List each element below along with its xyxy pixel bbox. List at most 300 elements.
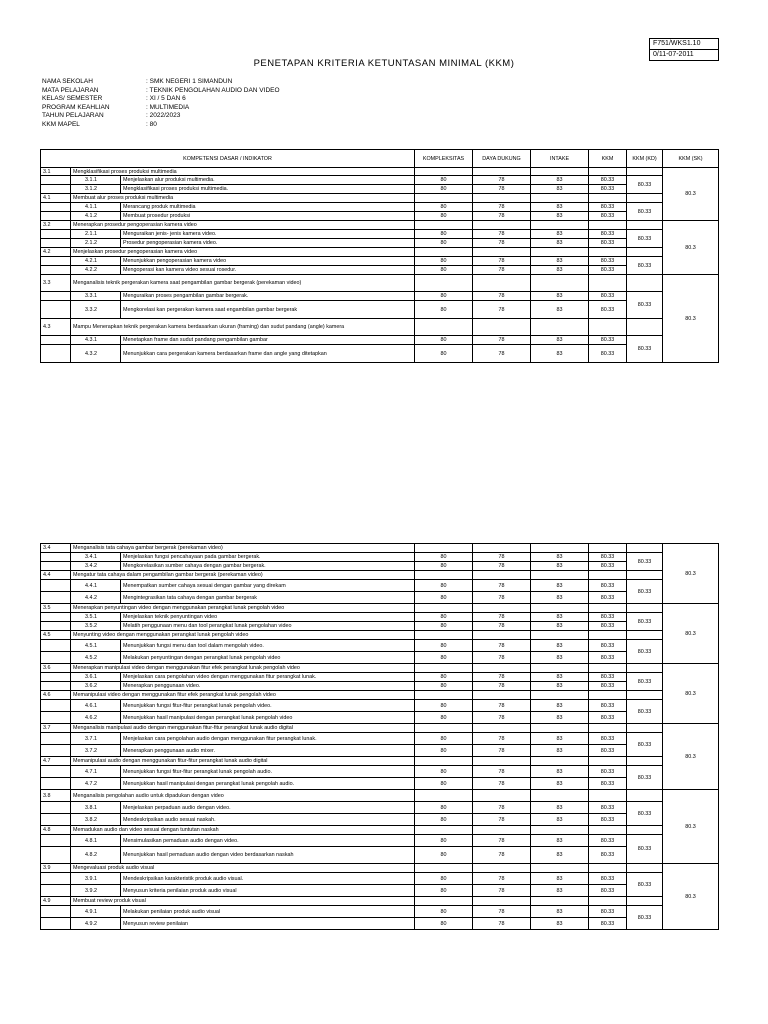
kompleksitas-value: 80 [415, 185, 473, 194]
intake-value: 83 [531, 640, 589, 652]
kkm-value: 80.33 [589, 203, 627, 212]
kkm-kd-value: 80.33 [627, 766, 663, 790]
empty-cell [589, 631, 627, 640]
competency-code: 4.2 [41, 248, 71, 257]
kkm-kd-empty [627, 631, 663, 640]
indicator-number: 4.9.2 [71, 918, 121, 930]
table-header-row [41, 150, 719, 168]
kkm-value: 80.33 [589, 580, 627, 592]
empty-cell [531, 604, 589, 613]
kkm-value: 80.33 [589, 847, 627, 864]
indicator-row [41, 292, 719, 301]
kkm-value: 80.33 [589, 640, 627, 652]
daya-dukung-value: 78 [473, 766, 531, 778]
indicator-text: Mendeskripsikan audio sesuai naskah. [121, 814, 415, 826]
indicator-number: 4.6.1 [71, 700, 121, 712]
indicator-number: 3.7.2 [71, 745, 121, 757]
kkm-kd-value: 80.33 [627, 553, 663, 571]
indicator-row [41, 257, 719, 266]
empty-cell [531, 544, 589, 553]
daya-dukung-value: 78 [473, 682, 531, 691]
daya-dukung-value: 78 [473, 336, 531, 345]
indicator-text: Mengklasifikasi proses produksi multimedia. [121, 185, 415, 194]
empty-cell [41, 203, 71, 212]
competency-row [41, 221, 719, 230]
indicator-row [41, 336, 719, 345]
daya-dukung-value: 78 [473, 733, 531, 745]
daya-dukung-value: 78 [473, 203, 531, 212]
kompleksitas-value: 80 [415, 257, 473, 266]
daya-dukung-value: 78 [473, 640, 531, 652]
indicator-row [41, 212, 719, 221]
empty-cell [41, 733, 71, 745]
empty-cell [531, 168, 589, 176]
indicator-text: Mensimulasikan pemaduan audio dengan video. [121, 835, 415, 847]
document-revision-date: 0/11-07-2011 [650, 50, 719, 61]
daya-dukung-value: 78 [473, 885, 531, 897]
empty-cell [473, 864, 531, 873]
empty-cell [41, 336, 71, 345]
kkm-kd-empty [627, 790, 663, 802]
indicator-row [41, 613, 719, 622]
empty-cell [415, 790, 473, 802]
kkm-value: 80.33 [589, 553, 627, 562]
indicator-text: Menerapkan penggunaan audio mixer. [121, 745, 415, 757]
competency-row [41, 194, 719, 203]
kompleksitas-value: 80 [415, 712, 473, 724]
competency-row [41, 826, 719, 835]
empty-cell [415, 544, 473, 553]
empty-cell [589, 864, 627, 873]
intake-value: 83 [531, 652, 589, 664]
info-row [42, 104, 280, 113]
indicator-number: 3.5.1 [71, 613, 121, 622]
kompleksitas-value: 80 [415, 553, 473, 562]
indicator-number: 3.3.2 [71, 301, 121, 319]
kkm-value: 80.33 [589, 733, 627, 745]
empty-cell [41, 292, 71, 301]
kkm-value: 80.33 [589, 885, 627, 897]
empty-cell [589, 221, 627, 230]
indicator-row [41, 906, 719, 918]
indicator-number: 3.1.2 [71, 185, 121, 194]
indicator-number: 3.3.1 [71, 292, 121, 301]
indicator-text: Menerapkan penggunaan video. [121, 682, 415, 691]
daya-dukung-value: 78 [473, 652, 531, 664]
kompleksitas-value: 80 [415, 847, 473, 864]
daya-dukung-value: 78 [473, 345, 531, 363]
kompleksitas-value: 80 [415, 802, 473, 814]
competency-code: 4.4 [41, 571, 71, 580]
kompleksitas-value: 80 [415, 778, 473, 790]
intake-value: 83 [531, 778, 589, 790]
kompleksitas-value: 80 [415, 766, 473, 778]
kompleksitas-value: 80 [415, 673, 473, 682]
indicator-text: Menjelaskan fungsi pencahayaan pada gambar bergerak. [121, 553, 415, 562]
kompleksitas-value: 80 [415, 203, 473, 212]
intake-value: 83 [531, 682, 589, 691]
indicator-row [41, 814, 719, 826]
indicator-number: 2.1.1 [71, 230, 121, 239]
competency-text: Menerapkan penyuntingan video dengan menggunakan perangkat lunak pengolah video [71, 604, 415, 613]
empty-cell [415, 691, 473, 700]
indicator-text: Menunjukkan fungsi fitur-fitur perangkat lunak pengolah video. [121, 700, 415, 712]
daya-dukung-value: 78 [473, 212, 531, 221]
intake-value: 83 [531, 613, 589, 622]
competency-row [41, 724, 719, 733]
daya-dukung-value: 78 [473, 622, 531, 631]
kkm-value: 80.33 [589, 345, 627, 363]
empty-cell [415, 631, 473, 640]
kkm-table-page-2 [40, 543, 719, 930]
kkm-kd-empty [627, 221, 663, 230]
indicator-text: Menunjukkan hasil manipulasi dengan perangkat lunak pengolah video [121, 712, 415, 724]
info-row [42, 121, 280, 130]
kkm-value: 80.33 [589, 301, 627, 319]
indicator-row [41, 766, 719, 778]
indicator-number: 4.8.1 [71, 835, 121, 847]
kompleksitas-value: 80 [415, 640, 473, 652]
kkm-kd-empty [627, 664, 663, 673]
kkm-value: 80.33 [589, 873, 627, 885]
intake-value: 83 [531, 345, 589, 363]
empty-cell [589, 757, 627, 766]
indicator-number: 3.1.1 [71, 176, 121, 185]
empty-cell [41, 266, 71, 275]
indicator-text: Menyusun kriteria penilaian produk audio visual [121, 885, 415, 897]
intake-value: 83 [531, 239, 589, 248]
empty-cell [473, 275, 531, 292]
kkm-sk-value: 80.3 [663, 275, 719, 363]
info-value: : 2022/2023 [146, 112, 181, 119]
info-value: : XI / 5 DAN 6 [146, 95, 186, 102]
empty-cell [41, 712, 71, 724]
kkm-kd-value: 80.33 [627, 176, 663, 194]
empty-cell [531, 248, 589, 257]
empty-cell [473, 571, 531, 580]
competency-code: 3.1 [41, 168, 71, 176]
indicator-row [41, 580, 719, 592]
competency-code: 3.5 [41, 604, 71, 613]
indicator-row [41, 266, 719, 275]
kkm-value: 80.33 [589, 239, 627, 248]
kkm-kd-empty [627, 248, 663, 257]
competency-text: Menjelaskan prosedur pengoperasian kamera video [71, 248, 415, 257]
empty-cell [41, 906, 71, 918]
kkm-table-page-1 [40, 149, 719, 363]
intake-value: 83 [531, 203, 589, 212]
empty-cell [41, 847, 71, 864]
empty-cell [415, 221, 473, 230]
empty-cell [473, 221, 531, 230]
empty-cell [41, 230, 71, 239]
kompleksitas-value: 80 [415, 885, 473, 897]
kkm-kd-empty [627, 724, 663, 733]
kompleksitas-value: 80 [415, 592, 473, 604]
empty-cell [41, 212, 71, 221]
kkm-sk-value: 80.3 [663, 168, 719, 221]
kkm-kd-value: 80.33 [627, 640, 663, 664]
daya-dukung-value: 78 [473, 176, 531, 185]
daya-dukung-value: 78 [473, 873, 531, 885]
info-label: NAMA SEKOLAH [42, 78, 93, 85]
info-label: KELAS/ SEMESTER [42, 95, 103, 102]
empty-cell [473, 724, 531, 733]
indicator-text: Menyusun review penilaian [121, 918, 415, 930]
indicator-text: Membuat prosedur produksi [121, 212, 415, 221]
indicator-row [41, 802, 719, 814]
competency-row [41, 691, 719, 700]
kkm-kd-empty [627, 826, 663, 835]
empty-cell [531, 571, 589, 580]
info-label: TAHUN PELAJARAN [42, 112, 104, 119]
indicator-text: Mengoperasi kan kamera video sesuai rosedur. [121, 266, 415, 275]
indicator-text: Menjelaskan cara pengolahan video dengan menggunakan fitur perangkat lunak. [121, 673, 415, 682]
indicator-number: 2.1.2 [71, 239, 121, 248]
indicator-row [41, 592, 719, 604]
kkm-value: 80.33 [589, 336, 627, 345]
competency-row [41, 864, 719, 873]
competency-text: Menerapkan prosedur pengoperasian kamera video [71, 221, 415, 230]
intake-value: 83 [531, 292, 589, 301]
indicator-row [41, 700, 719, 712]
empty-cell [415, 168, 473, 176]
empty-cell [41, 778, 71, 790]
competency-row [41, 631, 719, 640]
empty-cell [41, 652, 71, 664]
empty-cell [473, 168, 531, 176]
kkm-value: 80.33 [589, 918, 627, 930]
competency-text: Memanipulasi audio dengan menggunakan fitur-fitur perangkat lunak audio digital [71, 757, 415, 766]
intake-value: 83 [531, 814, 589, 826]
kkm-kd-value: 80.33 [627, 230, 663, 248]
kkm-kd-value: 80.33 [627, 257, 663, 275]
competency-row [41, 275, 719, 292]
competency-text: Membuat review produk visual [71, 897, 415, 906]
competency-row [41, 248, 719, 257]
kkm-value: 80.33 [589, 745, 627, 757]
indicator-number: 4.1.2 [71, 212, 121, 221]
info-label: PROGRAM KEAHLIAN [42, 103, 110, 111]
intake-value: 83 [531, 885, 589, 897]
daya-dukung-value: 78 [473, 847, 531, 864]
kkm-kd-empty [627, 864, 663, 873]
info-value: : TEKNIK PENGOLAHAN AUDIO DAN VIDEO [146, 86, 280, 94]
intake-value: 83 [531, 847, 589, 864]
competency-code: 4.7 [41, 757, 71, 766]
kkm-sk-value: 80.3 [663, 790, 719, 864]
competency-text: Menganalisis manipulasi audio dengan menggunakan fitur-fitur perangkat lunak audio digital [71, 724, 415, 733]
daya-dukung-value: 78 [473, 292, 531, 301]
empty-cell [415, 864, 473, 873]
intake-value: 83 [531, 766, 589, 778]
kompleksitas-value: 80 [415, 835, 473, 847]
kompleksitas-value: 80 [415, 176, 473, 185]
daya-dukung-value: 78 [473, 266, 531, 275]
indicator-text: Menunjukkan cara pergerakan kamera berdasarkan frame dan angle yang ditetapkan [121, 345, 415, 363]
kkm-kd-value: 80.33 [627, 673, 663, 691]
competency-row [41, 168, 719, 176]
intake-value: 83 [531, 580, 589, 592]
indicator-row [41, 847, 719, 864]
kkm-kd-value: 80.33 [627, 700, 663, 724]
daya-dukung-value: 78 [473, 906, 531, 918]
competency-code: 3.3 [41, 275, 71, 292]
competency-text: Mengatur tata cahaya dalam pengambilan gambar bergerak (perekaman video) [71, 571, 415, 580]
daya-dukung-value: 78 [473, 802, 531, 814]
daya-dukung-value: 78 [473, 835, 531, 847]
intake-value: 83 [531, 553, 589, 562]
empty-cell [415, 275, 473, 292]
competency-code: 4.8 [41, 826, 71, 835]
empty-cell [589, 826, 627, 835]
kkm-sk-value: 80.3 [663, 864, 719, 930]
intake-value: 83 [531, 257, 589, 266]
competency-row [41, 319, 719, 336]
empty-cell [531, 194, 589, 203]
indicator-text: Mengkorelasikan sumber cahaya dengan gambar bergerak. [121, 562, 415, 571]
empty-cell [589, 168, 627, 176]
competency-row [41, 544, 719, 553]
daya-dukung-value: 78 [473, 185, 531, 194]
kkm-kd-empty [627, 757, 663, 766]
indicator-text: Menguraikan jenis- jenis kamera video. [121, 230, 415, 239]
intake-value: 83 [531, 835, 589, 847]
kkm-kd-value: 80.33 [627, 336, 663, 363]
indicator-number: 3.6.1 [71, 673, 121, 682]
kkm-kd-value: 80.33 [627, 203, 663, 221]
indicator-number: 3.4.1 [71, 553, 121, 562]
indicator-number: 3.7.1 [71, 733, 121, 745]
indicator-row [41, 239, 719, 248]
kkm-sk-value: 80.3 [663, 544, 719, 604]
competency-text: Menyunting video dengan menggunakan perangkat lunak pengolah video [71, 631, 415, 640]
empty-cell [41, 682, 71, 691]
indicator-number: 3.5.2 [71, 622, 121, 631]
info-label: KKM MAPEL [42, 120, 80, 128]
kompleksitas-value: 80 [415, 266, 473, 275]
empty-cell [415, 604, 473, 613]
competency-row [41, 757, 719, 766]
empty-cell [41, 580, 71, 592]
indicator-number: 4.1.1 [71, 203, 121, 212]
empty-cell [41, 622, 71, 631]
kompleksitas-value: 80 [415, 622, 473, 631]
page-title: PENETAPAN KRITERIA KETUNTASAN MINIMAL (KKM) [253, 58, 515, 69]
kompleksitas-value: 80 [415, 562, 473, 571]
empty-cell [41, 766, 71, 778]
header-kompetensi: KOMPETENSI DASAR / INDIKATOR [41, 150, 415, 168]
info-row [42, 112, 280, 121]
daya-dukung-value: 78 [473, 814, 531, 826]
intake-value: 83 [531, 185, 589, 194]
empty-cell [473, 248, 531, 257]
intake-value: 83 [531, 301, 589, 319]
empty-cell [589, 319, 627, 336]
kkm-kd-empty [627, 604, 663, 613]
kompleksitas-value: 80 [415, 873, 473, 885]
info-row [42, 87, 280, 96]
empty-cell [589, 897, 627, 906]
indicator-row [41, 745, 719, 757]
kkm-kd-empty [627, 897, 663, 906]
empty-cell [589, 248, 627, 257]
info-label: MATA PELAJARAN [42, 86, 99, 94]
kkm-kd-empty [627, 544, 663, 553]
kkm-value: 80.33 [589, 185, 627, 194]
empty-cell [41, 700, 71, 712]
kompleksitas-value: 80 [415, 212, 473, 221]
kompleksitas-value: 80 [415, 239, 473, 248]
empty-cell [41, 592, 71, 604]
empty-cell [415, 757, 473, 766]
intake-value: 83 [531, 673, 589, 682]
empty-cell [531, 691, 589, 700]
indicator-number: 3.6.2 [71, 682, 121, 691]
empty-cell [473, 604, 531, 613]
competency-row [41, 790, 719, 802]
empty-cell [41, 613, 71, 622]
indicator-text: Menempatkan sumber cahaya sesuai dengan gambar yang direkam [121, 580, 415, 592]
competency-text: Mengklasifikasi proses produksi multimedia [71, 168, 415, 176]
indicator-row [41, 562, 719, 571]
competency-text: Membuat alur proses produksi multimedia [71, 194, 415, 203]
empty-cell [41, 835, 71, 847]
empty-cell [531, 631, 589, 640]
header-kompleksitas: KOMPLEKSITAS [415, 150, 473, 168]
indicator-text: Menunjukkan fungsi menu dan tool dalam mengolah video. [121, 640, 415, 652]
info-row [42, 95, 280, 104]
daya-dukung-value: 78 [473, 239, 531, 248]
indicator-number: 4.7.2 [71, 778, 121, 790]
indicator-text: Menjelaskan teknik penyuntingan video [121, 613, 415, 622]
indicator-text: Merancang produk multimedia [121, 203, 415, 212]
kompleksitas-value: 80 [415, 230, 473, 239]
empty-cell [415, 724, 473, 733]
school-info [42, 78, 280, 129]
indicator-row [41, 682, 719, 691]
kkm-kd-value: 80.33 [627, 613, 663, 631]
empty-cell [415, 571, 473, 580]
intake-value: 83 [531, 336, 589, 345]
intake-value: 83 [531, 562, 589, 571]
intake-value: 83 [531, 918, 589, 930]
kkm-kd-empty [627, 691, 663, 700]
kkm-kd-value: 80.33 [627, 873, 663, 897]
empty-cell [531, 864, 589, 873]
daya-dukung-value: 78 [473, 745, 531, 757]
intake-value: 83 [531, 266, 589, 275]
kompleksitas-value: 80 [415, 918, 473, 930]
daya-dukung-value: 78 [473, 230, 531, 239]
competency-text: Menerapkan manipulasi video dengan menggunakan fitur efek perangkat lunak pengolah video [71, 664, 415, 673]
kkm-value: 80.33 [589, 212, 627, 221]
kkm-value: 80.33 [589, 292, 627, 301]
kkm-kd-value: 80.33 [627, 835, 663, 864]
indicator-number: 4.3.2 [71, 345, 121, 363]
indicator-row [41, 345, 719, 363]
daya-dukung-value: 78 [473, 301, 531, 319]
kompleksitas-value: 80 [415, 745, 473, 757]
empty-cell [41, 873, 71, 885]
empty-cell [41, 185, 71, 194]
indicator-number: 4.4.2 [71, 592, 121, 604]
competency-code: 3.9 [41, 864, 71, 873]
kkm-value: 80.33 [589, 257, 627, 266]
indicator-row [41, 301, 719, 319]
kkm-value: 80.33 [589, 266, 627, 275]
empty-cell [473, 691, 531, 700]
